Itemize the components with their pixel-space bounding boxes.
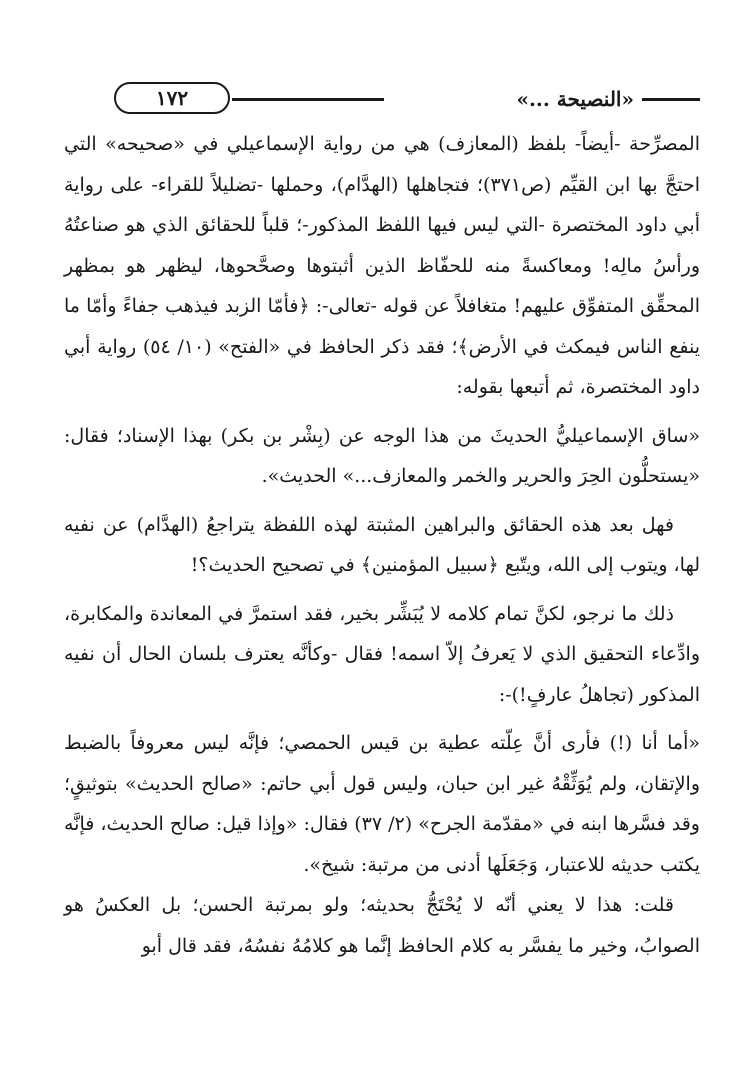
running-header bbox=[60, 82, 700, 118]
header-rule-middle bbox=[232, 98, 384, 101]
paragraph-4: ذلك ما نرجو، لكنَّ تمام كلامه لا يُبَشِّر بخير، فقد استمرَّ في المعاندة والمكابرة، وادِّعاء التحقيق الذي لا يَعرفُ إلاّ اسمه! فقال -وكأنَّه يعترف بلسان الحال أن نفيه المذكور (تجاهلُ عارفٍ!)-: bbox=[64, 602, 700, 706]
paragraph-5-quote: «أما أنا (!) فأرى أنَّ عِلّته عطية بن قيس الحمصي؛ فإنَّه ليس معروفاً بالضبط والإتقان، ولم يُوَثِّقْهُ غير ابن حبان، وليس قول أبي حاتم: «صالح الحديث» بتوثيقٍ؛ وقد فسَّرها ابنه في «مقدّمة الجرح» (٢/ ٣٧) فقال: «وإذا قيل: صالح الحديث، فإنَّه يكتب حديثه للاعتبار، وَجَعَلَها أدنى من مرتبة: شيخ». bbox=[64, 732, 700, 876]
paragraph-3: فهل بعد هذه الحقائق والبراهين المثبتة لهذه اللفظة يتراجعُ (الهدَّام) عن نفيه لها، ويتوب إلى الله، ويتّبع ﴿سبيل المؤمنين﴾ في تصحيح الحديث؟! bbox=[64, 513, 700, 576]
running-title: «النصيحة ...» bbox=[516, 87, 634, 111]
header-rule-right bbox=[642, 98, 700, 101]
paragraph-6: قلت: هذا لا يعني أنّه لا يُحْتَجُّ بحديثه؛ ولو بمرتبة الحسن؛ بل العكسُ هو الصوابُ، وخير ما يفسَّر به كلام الحافظ إنَّما هو كلامُهُ نفسُهُ، فقد قال أبو bbox=[64, 894, 700, 957]
paragraph-1: المصرِّحة -أيضاً- بلفظ (المعازف) هي من رواية الإسماعيلي في «صحيحه» التي احتجَّ بها ابن القيِّم (ص٣٧١)؛ فتجاهلها (الهدَّام)، وحملها -تضليلاً للقراء- على رواية أبي داود المختصرة -التي ليس فيها اللفظ المذكور-؛ قلباً للحقائق الذي هو صناعتُهُ ورأسُ مالِه! ومعاكسةً منه للحفّاظ الذين أثبتوها وصحَّحوها، ليظهر هو بمظهر المحقِّق المتفوِّق عليهم! متغافلاً عن قوله -تعالى-: ﴿فأمّا الزبد فيذهب جفاءً وأمّا ما ينفع الناس فيمكث في الأرض﴾؛ فقد ذكر الحافظ في «الفتح» (١٠/ ٥٤) رواية أبي داود المختصرة، ثم أتبعها بقوله: bbox=[64, 133, 700, 398]
body-text bbox=[64, 124, 700, 966]
paragraph-2-quote: «ساق الإسماعيليُّ الحديثَ من هذا الوجه عن (بِشْر بن بكر) بهذا الإسناد؛ فقال: «يستحلُّون الحِرَ والحرير والخمر والمعازف...» الحديث». bbox=[64, 424, 700, 487]
page-number: ١٧٢ bbox=[114, 82, 230, 114]
